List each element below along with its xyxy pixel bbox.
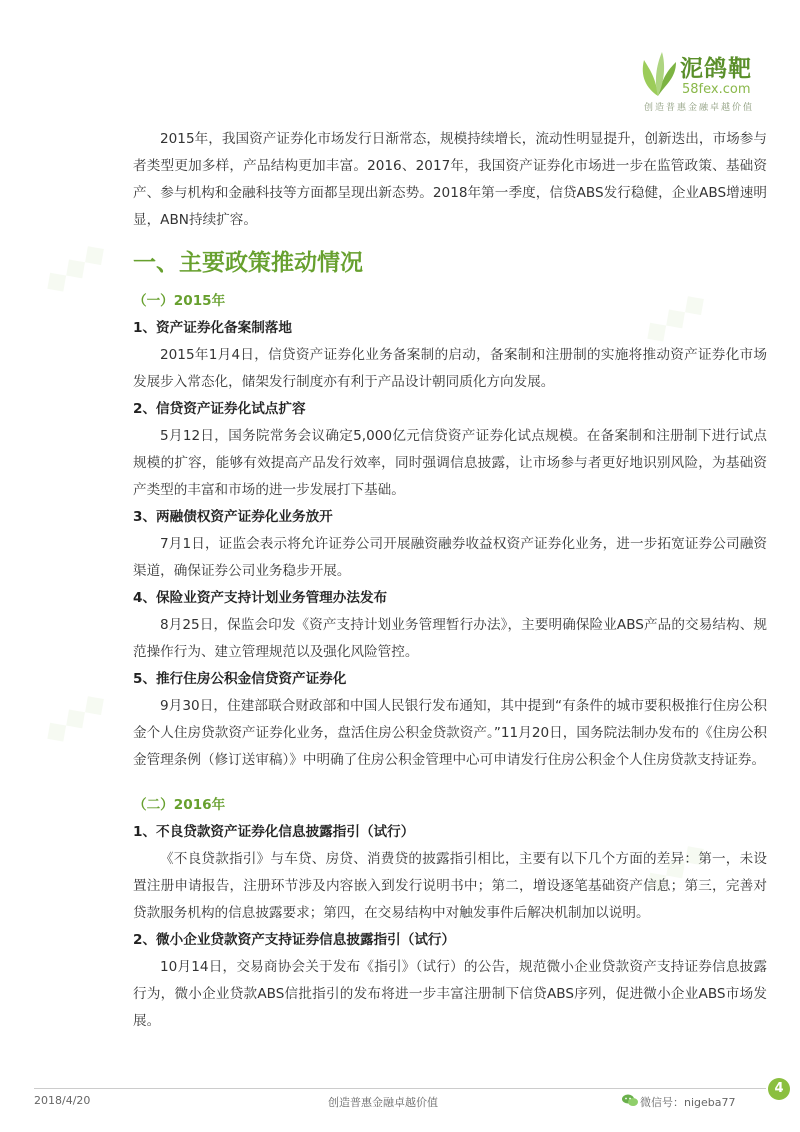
page-number-badge: 4 [768,1078,790,1100]
watermark: ◆◆◆ [36,683,113,752]
item-paragraph: 7月1日，证监会表示将允许证券公司开展融资融券收益权资产证券化业务，进一步拓宽证券公司融资渠道，确保证券公司业务稳步开展。 [133,536,767,579]
item-heading: 5、推行住房公积金信贷资产证券化 [133,671,347,687]
section-title: 一、主要政策推动情况 [133,250,363,276]
logo-name: 泥鸽靶 [680,56,752,82]
item-paragraph: 2015年1月4日，信贷资产证券化业务备案制的启动，备案制和注册制的实施将推动资产证券化市场发展步入常态化，储架发行制度亦有利于产品设计朝同质化方向发展。 [133,347,767,390]
item-heading: 1、不良贷款资产证券化信息披露指引（试行） [133,824,415,840]
intro-paragraph: 2015年，我国资产证券化市场发行日渐常态，规模持续增长，流动性明显提升，创新迭出，市场参与者类型更加多样，产品结构更加丰富。2016、2017年，我国资产证券化市场进一步在监管政策、基础资产、参与机构和金融科技等方面都呈现出新态势。2018年第一季度，信贷ABS发行稳健，企业ABS增速明显，ABN持续扩容。 [133,131,767,228]
item-paragraph: 10月14日，交易商协会关于发布《指引》（试行）的公告，规范微小企业贷款资产支持证券信息披露行为，微小企业贷款ABS信批指引的发布将进一步丰富注册制下信贷ABS序列，促进微小企业ABS市场发展。 [133,959,767,1029]
footer-wechat[interactable]: 微信号：nigeba77 [640,1096,736,1109]
item-paragraph: 8月25日，保监会印发《资产支持计划业务管理暂行办法》，主要明确保险业ABS产品的交易结构、规范操作行为、建立管理规范以及强化风险管控。 [133,617,767,660]
logo-slogan: 创造普惠金融卓越价值 [644,103,755,113]
subsection-2015-title: （一）2015年 [133,293,226,309]
watermark: ◆◆◆ [36,233,113,302]
subsection-2016-title: （二）2016年 [133,797,226,813]
item-heading: 1、资产证券化备案制落地 [133,320,292,336]
footer-date: 2018/4/20 [34,1094,91,1107]
item-heading: 2、微小企业贷款资产支持证券信息披露指引（试行） [133,932,456,948]
item-paragraph: 9月30日，住建部联合财政部和中国人民银行发布通知，其中提到“有条件的城市要积极推行住房公积金个人住房贷款资产证券化业务，盘活住房公积金贷款资产。”11月20日，国务院法制办发布的《住房公积金管理条例（修订送审稿）》中明确了住房公积金管理中心可申请发行住房公积金个人住房贷款支持证券。 [133,698,767,768]
brand-logo[interactable] [636,44,766,124]
item-heading: 2、信贷资产证券化试点扩容 [133,401,306,417]
footer-divider [34,1088,766,1089]
item-paragraph: 5月12日，国务院常务会议确定5,000亿元信贷资产证券化试点规模。在备案制和注册制下进行试点规模的扩容，能够有效提高产品发行效率，同时强调信息披露，让市场参与者更好地识别风险，为基础资产类型的丰富和市场的进一步发展打下基础。 [133,428,767,498]
logo-domain: 58fex.com [682,82,751,97]
item-heading: 4、保险业资产支持计划业务管理办法发布 [133,590,388,606]
document-body [133,126,767,1035]
watermark: ◆◆◆ [636,283,713,352]
leaf-logo-icon [636,48,680,100]
item-paragraph: 《不良贷款指引》与车贷、房贷、消费贷的披露指引相比，主要有以下几个方面的差异：第一，未设置注册申请报告，注册环节涉及内容嵌入到发行说明书中；第二，增设逐笔基础资产信息；第三，完善对贷款服务机构的信息披露要求；第四，在交易结构中对触发事件后解决机制加以说明。 [133,851,767,921]
wechat-icon [622,1094,638,1107]
footer-slogan: 创造普惠金融卓越价值 [328,1096,438,1109]
item-heading: 3、两融债权资产证券化业务放开 [133,509,333,525]
watermark: ◆◆◆ [636,833,713,902]
